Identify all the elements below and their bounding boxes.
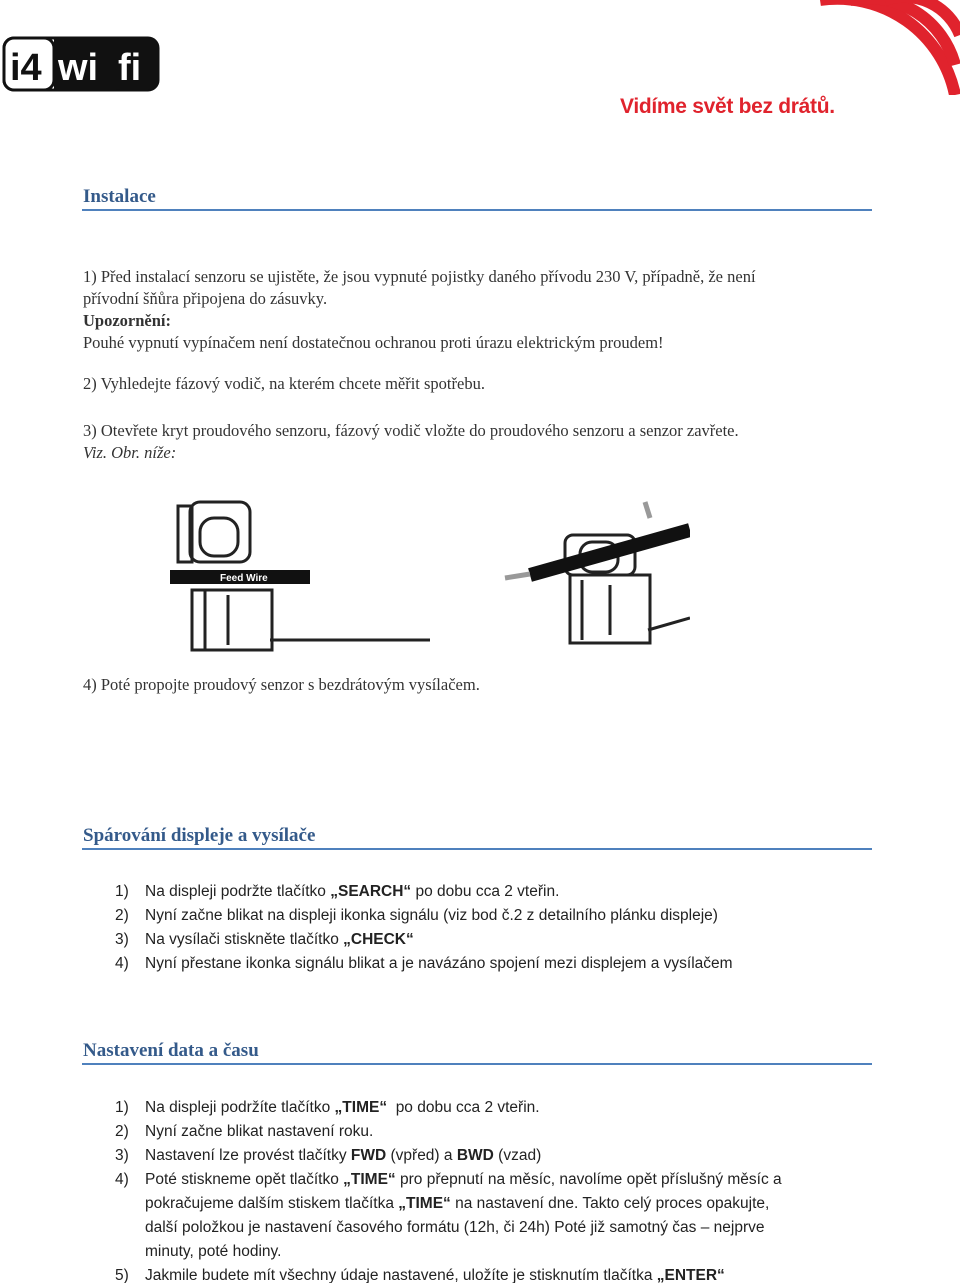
- list-item: 5) Jakmile budete mít všechny údaje nastavené, uložíte je stisknutím tlačítka „ENTER“: [115, 1267, 725, 1283]
- list-item: 1) Na displeji podržíte tlačítko „TIME“ po dobu cca 2 vteřin.: [115, 1099, 540, 1116]
- instalace-p1-line2: přívodní šňůra připojena do zásuvky.: [83, 289, 328, 308]
- i4wifi-logo: [2, 36, 160, 92]
- list-item-continuation: minuty, poté hodiny.: [145, 1243, 282, 1260]
- list-item: 3) Nastavení lze provést tlačítky FWD (vpřed) a BWD (vzad): [115, 1147, 542, 1164]
- current-sensor-figure: [170, 490, 690, 670]
- warning-text: Pouhé vypnutí vypínačem není dostatečnou ochranou proti úrazu elektrickým proudem!: [83, 333, 664, 352]
- svg-text:fi: fi: [118, 47, 142, 89]
- instalace-p1-line1: 1) Před instalací senzoru se ujistěte, že jsou vypnuté pojistky daného přívodu 230 V, případně, že není: [83, 267, 756, 286]
- section-rule: [82, 1063, 872, 1065]
- warning-label: Upozornění:: [83, 311, 171, 330]
- list-item: 4) Poté stiskneme opět tlačítko „TIME“ pro přepnutí na měsíc, navolíme opět příslušný měsíc a: [115, 1171, 782, 1188]
- instalace-p3: 3) Otevřete kryt proudového senzoru, fázový vodič vložte do proudového senzoru a senzor zavřete.: [83, 421, 739, 440]
- datum-list: [115, 1096, 782, 1283]
- section-title-parovani: Spárování displeje a vysílače: [83, 825, 316, 846]
- instalace-p4: 4) Poté propojte proudový senzor s bezdrátovým vysílačem.: [83, 675, 480, 694]
- section-title-instalace: Instalace: [83, 186, 156, 207]
- svg-text:wi: wi: [58, 47, 99, 89]
- wifi-waves-icon: [750, 0, 960, 95]
- section-title-datum: Nastavení data a času: [83, 1040, 259, 1061]
- svg-text:i4: i4: [10, 47, 42, 89]
- list-item-continuation: pokračujeme dalším stiskem tlačítka „TIME“ na nastavení dne. Takto celý proces opakujte,: [145, 1195, 770, 1212]
- list-item-continuation: další položkou je nastavení časového formátu (12h, či 24h) Poté již samotný čas – nejprve: [145, 1219, 765, 1236]
- instalace-p2: 2) Vyhledejte fázový vodič, na kterém chcete měřit spotřebu.: [83, 374, 485, 393]
- list-item: 3) Na vysílači stiskněte tlačítko „CHECK“: [115, 931, 414, 948]
- feed-wire-label: Feed Wire: [220, 573, 268, 584]
- section-rule: [82, 848, 872, 850]
- list-item: 2) Nyní začne blikat na displeji ikonka signálu (viz bod č.2 z detailního plánku displeje): [115, 907, 718, 924]
- section-rule: [82, 209, 872, 211]
- slogan: Vidíme svět bez drátů.: [620, 95, 835, 118]
- parovani-list: [115, 880, 733, 976]
- instalace-p3-ref: Viz. Obr. níže:: [83, 443, 177, 462]
- list-item: 2) Nyní začne blikat nastavení roku.: [115, 1123, 374, 1140]
- list-item: 1) Na displeji podržte tlačítko „SEARCH“ po dobu cca 2 vteřin.: [115, 883, 560, 900]
- list-item: 4) Nyní přestane ikonka signálu blikat a je navázáno spojení mezi displejem a vysílačem: [115, 955, 733, 972]
